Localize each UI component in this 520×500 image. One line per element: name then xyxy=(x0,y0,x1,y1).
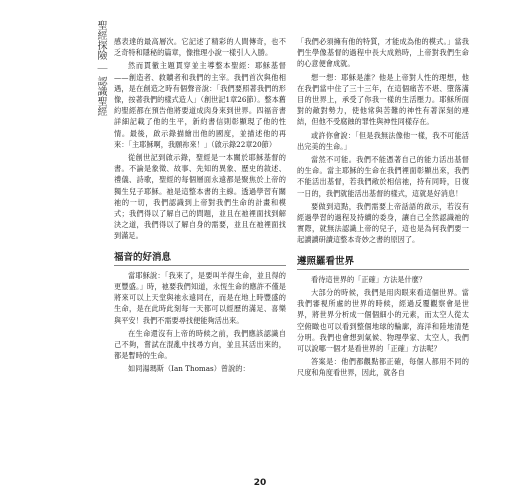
paragraph: 當耶穌說：「我來了，是要叫羊得生命，並且得的更豐盛。」時，祂要我們知道，永恆生命的應許不僅是將來可以上天堂與祂永遠同在，而是在地上時豐盛的生命，是在此時此刻每一天都可以經歷的滿足、喜樂與平安！我們不需要尋找便能夠活出來。 xyxy=(114,270,286,325)
paragraph: 如同湯瑪斯（Ian Thomas）曾說的： xyxy=(128,364,250,374)
paragraph: 或許你會說：「但是我無法像他一樣，我不可能活出完美的生命。」 xyxy=(297,130,469,151)
paragraph: 從創世記到啟示錄，聖經是一本關於耶穌基督的書。不論是象徵、故事、先知的異象、歷史的敘述、禮儀、詩歌，聖經的每個層面永遠都是聚焦於上帝的獨生兒子耶穌。祂是這整本書的主線。透過學習有關祂的一切，我們認識到上帝對我們生命的計畫和模式；我們得以了解自己的問題，並且在祂裡面找到解決之道，我們得以了解自身的需要，並且在祂裡面找到滿足。 xyxy=(114,153,286,241)
book-title: 聖經探險 xyxy=(95,20,106,60)
paragraph: 大部分的時候，我們是用肉眼來看這個世界。當我們審視所處的世界的時候，經過反覆觀察會是世界，將世界分析成一個個細小的元素，而太空人從太空俯瞰也可以看到整個地球的輪廓，海洋和陸地清楚分明。我們也會想到氣候、物理學家、太空人，我們可以說哪一個才是看世界的「正確」方法呢？ xyxy=(297,288,469,354)
section-title: 認識聖經 xyxy=(95,76,106,117)
paragraph: 看待這世界的「正確」方法是什麼？ xyxy=(311,274,427,284)
paragraph: 答案是：他們都觀點都正確，每個人都用不同的尺度和角度看世界，因此，就各自 xyxy=(297,357,469,378)
paragraph: 在生命還沒有上帝的時候之前，我們應該認識自己不夠，嘗試在混亂中找尋方向，並且其活出來的，都是暫時的生命。 xyxy=(114,328,286,361)
header-separator: ｜ xyxy=(95,63,106,74)
page-number: 20 xyxy=(253,478,267,488)
section-heading: 福音的好消息 xyxy=(114,252,286,266)
paragraph: 感表達的最高層次。它記述了精彩的人間傳奇，也不乏奇特和隱秘的篇章，像推理小說一樣引人入勝。 xyxy=(114,37,286,58)
paragraph: 要做到這點，我們需要上帝話語的啟示，若沒有經過學習的過程及持續的委身，讓自己全然認識祂的實際，就無法認識上帝的兒子，這也是為何我們要一起讀讀研讀這整本奇妙之書的原因了。 xyxy=(297,201,469,245)
paragraph: 「我們必須擁有他的特質，才能成為他的模式。」當我們生學像基督的過程中長大成熟時，上帝對我們生命的心意便會成就。 xyxy=(297,37,469,69)
section-heading: 遵照羅看世界 xyxy=(297,256,469,270)
paragraph: 想一想：耶穌是誰？他是上帝對人性的理想，他在我們當中住了三十三年，在這個痛苦不堪、墮落滿目的世界上，承受了你我一樣的生活壓力。耶穌所面對的敵對勢力，使他常與苦難的神性有著深刻的連結，但他不受腐蝕的罪性與神性同樣存在。 xyxy=(297,72,469,127)
running-header xyxy=(86,20,106,116)
left-column xyxy=(114,36,286,377)
right-column xyxy=(297,36,469,381)
paragraph: 當然不可能。我們不能憑著自己的能力活出基督的生命。當主耶穌的生命在我們裡面彰顯出來，我們不能活出基督，若我們敞於相信祂，持有同時，日復一日的，我們就能活出基督的樣式，這就是好消息！ xyxy=(297,155,469,198)
paragraph: 然而貫徹主題貫穿並主導整本聖經：耶穌基督——創造者、救贖者和我們的主宰。我們首次與他相遇，是在創造之時有個聲音說：「我們要照著我們的形像，按著我們的樣式造人」（創世記1章26節）。整本舊約聖經都在預告他將要道成肉身來到世界。四福音書詳細記載了他的生平，新約書信則彰顯現了他的性情。最後，啟示錄描繪出他的國度，並描述他的再來：「主耶穌啊，我願祢來！」（啟示錄22章20節） xyxy=(114,61,286,149)
